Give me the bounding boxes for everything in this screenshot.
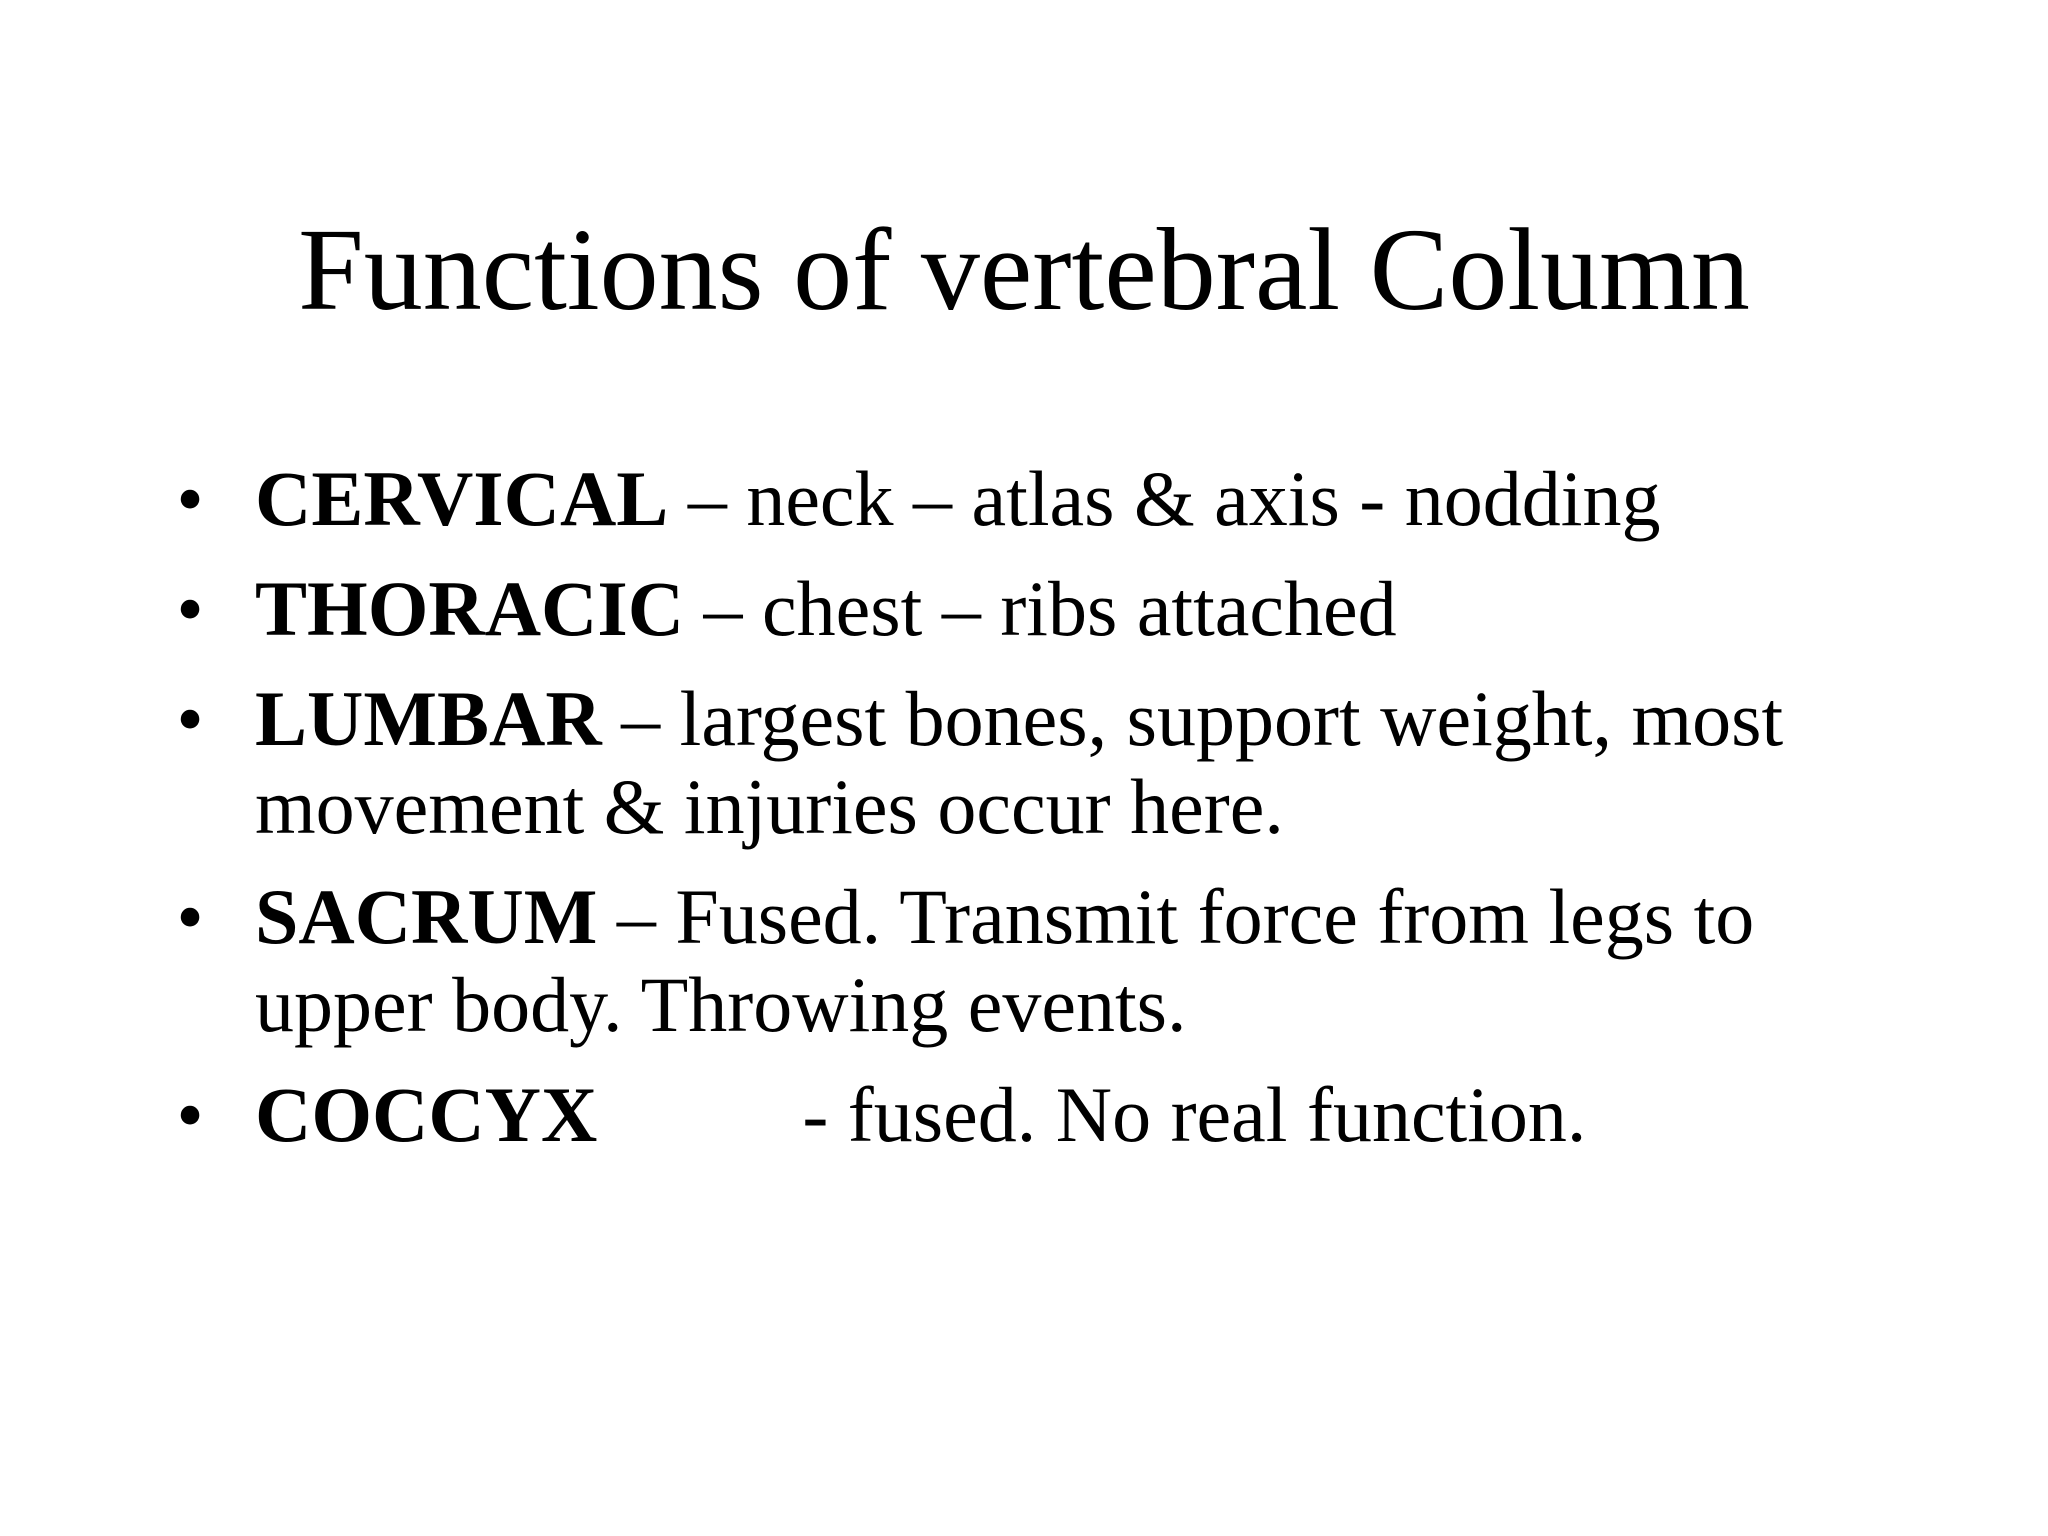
bullet-term: THORACIC <box>255 565 685 652</box>
bullet-text: – Fused. Transmit force from legs to upper body. Throwing events. <box>255 873 1755 1048</box>
bullet-icon: • <box>176 873 204 960</box>
bullet-term: CERVICAL <box>255 455 669 542</box>
bullet-icon: • <box>176 1071 204 1158</box>
bullet-item-coccyx <box>170 1071 1930 1159</box>
bullet-item-cervical <box>170 455 1930 543</box>
slide-title: Functions of vertebral Column <box>298 204 1750 335</box>
bullet-item-thoracic <box>170 565 1930 653</box>
bullet-term: SACRUM <box>255 873 598 960</box>
bullet-text: – chest – ribs attached <box>684 565 1397 652</box>
bullet-term: LUMBAR <box>255 675 602 762</box>
bullet-text: – neck – atlas & axis - nodding <box>668 455 1661 542</box>
bullet-text: - fused. No real function. <box>802 1071 1587 1158</box>
bullet-icon: • <box>176 455 204 542</box>
bullet-list <box>170 455 1930 1181</box>
bullet-text: – largest bones, support weight, most movement & injuries occur here. <box>255 675 1784 850</box>
bullet-icon: • <box>176 675 204 762</box>
bullet-item-lumbar <box>170 675 1930 851</box>
bullet-item-sacrum <box>170 873 1930 1049</box>
bullet-term: COCCYX <box>255 1071 598 1158</box>
bullet-icon: • <box>176 565 204 652</box>
